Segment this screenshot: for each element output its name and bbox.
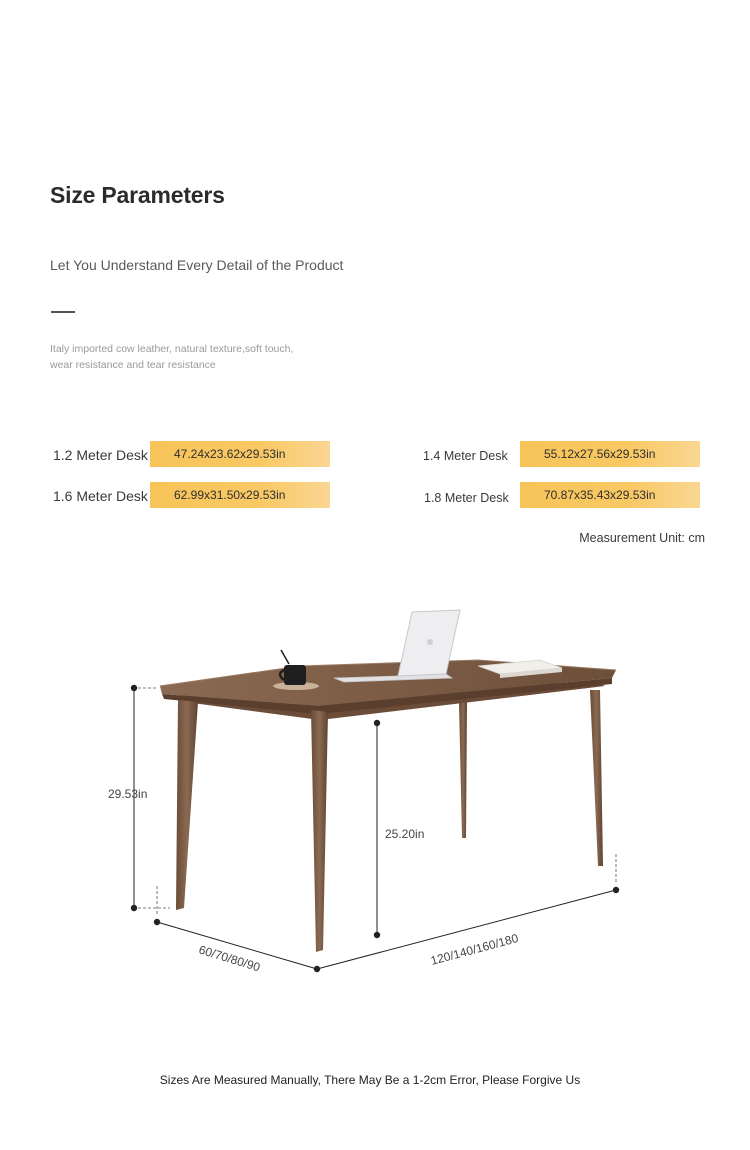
size-label-1-4m: 1.4 Meter Desk — [423, 449, 508, 463]
page-subtitle: Let You Understand Every Detail of the Product — [50, 257, 344, 273]
size-value-1-6m: 62.99x31.50x29.53in — [150, 482, 330, 508]
length-label: 120/140/160/180 — [429, 931, 520, 968]
page-title: Size Parameters — [50, 182, 225, 208]
desk-front-legs — [176, 700, 328, 952]
height-total-label: 29.53in — [108, 787, 148, 801]
size-label-1-6m: 1.6 Meter Desk — [53, 488, 148, 504]
size-value-1-8m: 70.87x35.43x29.53in — [520, 482, 700, 508]
description-line-2: wear resistance and tear resistance — [50, 359, 216, 371]
size-label-1-8m: 1.8 Meter Desk — [424, 491, 509, 505]
depth-label: 60/70/80/90 — [197, 942, 262, 975]
divider — [51, 311, 75, 313]
desk-back-legs — [459, 690, 603, 866]
size-value-1-2m: 47.24x23.62x29.53in — [150, 441, 330, 467]
footer-note: Sizes Are Measured Manually, There May Be a 1-2cm Error, Please Forgive Us — [159, 1073, 581, 1087]
measurement-unit-note: Measurement Unit: cm — [579, 531, 705, 545]
size-label-1-2m: 1.2 Meter Desk — [53, 447, 148, 463]
desk-dimension-diagram — [0, 590, 750, 1010]
product-description — [50, 341, 350, 373]
description-line-1: Italy imported cow leather, natural texture,soft touch, — [50, 343, 294, 355]
under-height-dimension-line — [374, 720, 380, 938]
height-under-label: 25.20in — [385, 827, 425, 841]
size-value-1-4m: 55.12x27.56x29.53in — [520, 441, 700, 467]
